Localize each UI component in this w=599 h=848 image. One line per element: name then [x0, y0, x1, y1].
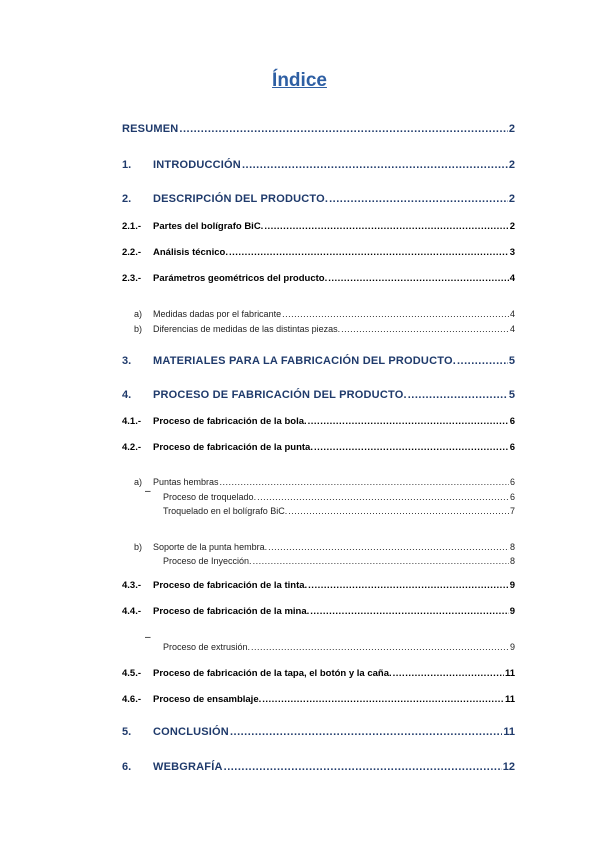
dot-leader — [264, 221, 508, 232]
toc-label: CONCLUSIÓN — [153, 726, 229, 738]
toc-page: 6 — [509, 477, 515, 487]
toc-number: 2. — [122, 193, 132, 205]
toc-label: Proceso de ensamblaje. — [153, 694, 262, 705]
bullet-dash-icon: – — [145, 632, 151, 643]
toc-number: 4.3.- — [122, 580, 142, 591]
toc-entry-medidas[interactable] — [134, 309, 515, 319]
toc-page: 2 — [508, 159, 515, 171]
toc-label: PROCESO DE FABRICACIÓN DEL PRODUCTO. — [153, 389, 407, 401]
toc-label: Proceso de fabricación de la mina. — [153, 606, 310, 617]
toc-number: 3. — [122, 355, 132, 367]
toc-entry-materiales[interactable] — [122, 355, 515, 367]
toc-entry-webgrafia[interactable] — [122, 761, 515, 773]
toc-entry-parametros[interactable] — [122, 273, 515, 284]
toc-page: 6 — [509, 416, 515, 427]
toc-number: 4.5.- — [122, 668, 142, 679]
dot-leader — [179, 123, 507, 135]
dot-leader — [262, 694, 504, 705]
toc-entry-tinta[interactable] — [122, 580, 515, 591]
dot-leader — [288, 506, 509, 516]
toc-entry-bola[interactable] — [122, 416, 515, 427]
toc-number: 4.2.- — [122, 442, 142, 453]
toc-label: Proceso de extrusión. — [163, 642, 251, 652]
toc-number: 2.1.- — [122, 221, 142, 232]
dot-leader — [308, 416, 509, 427]
toc-entry-ensamblaje[interactable] — [122, 694, 515, 705]
toc-entry-puntas-hembras[interactable] — [134, 477, 515, 487]
toc-page: 8 — [509, 542, 515, 552]
toc-label: MATERIALES PARA LA FABRICACIÓN DEL PRODUCTO. — [153, 355, 456, 367]
toc-label: Proceso de fabricación de la punta. — [153, 442, 313, 453]
toc-label: Partes del bolígrafo BiC. — [153, 221, 264, 232]
toc-page: 2 — [508, 193, 515, 205]
toc-entry-troquelado[interactable] — [163, 492, 515, 502]
dot-leader — [282, 309, 509, 319]
dot-leader — [242, 159, 508, 171]
page-title: Índice — [272, 70, 327, 91]
toc-page: 5 — [508, 389, 515, 401]
toc-entry-partes[interactable] — [122, 221, 515, 232]
toc-label: Proceso de fabricación de la bola. — [153, 416, 307, 427]
toc-label: Puntas hembras — [153, 477, 219, 487]
dot-leader — [257, 492, 509, 502]
toc-number: b) — [134, 324, 143, 334]
toc-page: 7 — [509, 506, 515, 516]
dot-leader — [310, 606, 508, 617]
toc-label: Proceso de troquelado. — [163, 492, 257, 502]
toc-number: 4.4.- — [122, 606, 142, 617]
bullet-dash-icon: – — [145, 486, 151, 497]
toc-label: Soporte de la punta hembra. — [153, 542, 268, 552]
toc-label: Proceso de fabricación de la tinta. — [153, 580, 308, 591]
dot-leader — [314, 442, 509, 453]
toc-page: 4 — [509, 273, 515, 284]
toc-entry-extrusion[interactable] — [163, 642, 515, 652]
toc-entry-resumen[interactable] — [122, 123, 515, 135]
dot-leader — [328, 273, 508, 284]
toc-number: 4. — [122, 389, 132, 401]
toc-label: Proceso de fabricación de la tapa, el botón y la caña. — [153, 668, 392, 679]
dot-leader — [457, 355, 508, 367]
dot-leader — [408, 389, 508, 401]
toc-number: 1. — [122, 159, 132, 171]
toc-page: 9 — [509, 580, 515, 591]
dot-leader — [230, 726, 502, 738]
toc-number: 5. — [122, 726, 132, 738]
toc-number: 4.1.- — [122, 416, 142, 427]
dot-leader — [229, 247, 509, 258]
toc-entry-tapa[interactable] — [122, 668, 515, 679]
toc-entry-inyeccion[interactable] — [163, 556, 515, 566]
toc-number: 4.6.- — [122, 694, 142, 705]
dot-leader — [220, 477, 509, 487]
dot-leader — [268, 542, 509, 552]
toc-page: 4 — [509, 309, 515, 319]
toc-label: RESUMEN — [122, 123, 179, 135]
toc-page: 11 — [503, 726, 515, 738]
toc-entry-diferencias[interactable] — [134, 324, 515, 334]
toc-entry-introduccion[interactable] — [122, 159, 515, 171]
toc-number: 6. — [122, 761, 132, 773]
toc-number: 2.2.- — [122, 247, 142, 258]
toc-label: Proceso de Inyección. — [163, 556, 252, 566]
toc-page: 6 — [509, 442, 515, 453]
toc-label: WEBGRAFÍA — [153, 761, 223, 773]
toc-page: 3 — [509, 247, 515, 258]
dot-leader — [341, 324, 509, 334]
toc-page: 6 — [509, 492, 515, 502]
dot-leader — [251, 642, 509, 652]
toc-page: 12 — [502, 761, 515, 773]
toc-page: 8 — [509, 556, 515, 566]
toc-page: 4 — [509, 324, 515, 334]
toc-page: 5 — [508, 355, 515, 367]
dot-leader — [253, 556, 509, 566]
toc-entry-conclusion[interactable] — [122, 726, 515, 738]
toc-label: INTRODUCCIÓN — [153, 159, 241, 171]
toc-page: 11 — [504, 668, 515, 679]
dot-leader — [308, 580, 509, 591]
toc-label: Análisis técnico. — [153, 247, 228, 258]
toc-entry-punta[interactable] — [122, 442, 515, 453]
toc-entry-soporte[interactable] — [134, 542, 515, 552]
toc-label: Troquelado en el bolígrafo BiC. — [163, 506, 288, 516]
toc-label: Diferencias de medidas de las distintas piezas. — [153, 324, 341, 334]
toc-page: 11 — [504, 694, 515, 705]
dot-leader — [224, 761, 502, 773]
toc-entry-troquelado-bic[interactable] — [163, 506, 515, 516]
dot-leader — [393, 668, 504, 679]
toc-label: DESCRIPCIÓN DEL PRODUCTO. — [153, 193, 329, 205]
toc-entry-descripcion[interactable] — [122, 193, 515, 205]
toc-page: 2 — [509, 221, 515, 232]
toc-entry-analisis[interactable] — [122, 247, 515, 258]
toc-label: Parámetros geométricos del producto. — [153, 273, 328, 284]
toc-entry-proceso[interactable] — [122, 389, 515, 401]
toc-entry-mina[interactable] — [122, 606, 515, 617]
toc-number: b) — [134, 542, 143, 552]
toc-label: Medidas dadas por el fabricante — [153, 309, 282, 319]
toc-number: 2.3.- — [122, 273, 142, 284]
toc-page: 9 — [509, 642, 515, 652]
dot-leader — [329, 193, 508, 205]
toc-number: a) — [134, 309, 143, 319]
toc-number: a) — [134, 477, 143, 487]
toc-page: 2 — [508, 123, 515, 135]
toc-page: 9 — [509, 606, 515, 617]
